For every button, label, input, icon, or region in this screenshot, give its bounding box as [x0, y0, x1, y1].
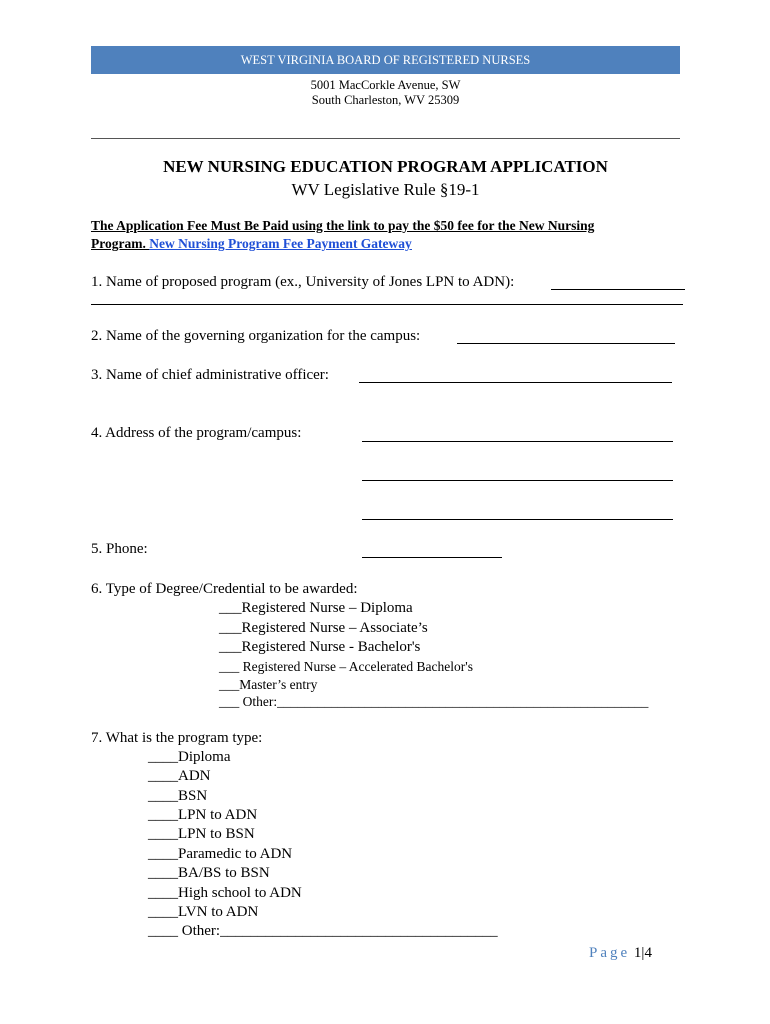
question-4-label: 4. Address of the program/campus:: [91, 425, 302, 441]
page-separator: |: [641, 945, 645, 961]
fee-notice-prefix: Program.: [91, 236, 150, 251]
question-1-label: 1. Name of proposed program (ex., University of Jones LPN to ADN):: [91, 274, 515, 290]
question-3-field[interactable]: [359, 382, 672, 383]
question-6-label: 6. Type of Degree/Credential to be awarded:: [91, 581, 358, 597]
degree-option[interactable]: ___Master’s entry: [219, 677, 318, 692]
degree-option[interactable]: ___ Registered Nurse – Accelerated Bachelor's: [219, 659, 473, 674]
program-type-option[interactable]: ____ADN: [148, 768, 211, 784]
header-divider: [91, 138, 680, 139]
program-type-option[interactable]: ____BSN: [148, 788, 208, 804]
degree-option[interactable]: ___Registered Nurse – Associate’s: [219, 620, 428, 636]
board-header: WEST VIRGINIA BOARD OF REGISTERED NURSES: [91, 46, 680, 74]
question-3-label: 3. Name of chief administrative officer:: [91, 367, 329, 383]
address-field-3[interactable]: [362, 519, 673, 520]
question-2-label: 2. Name of the governing organization for the campus:: [91, 328, 421, 344]
page-number: 1: [633, 945, 642, 961]
address-line-2: South Charleston, WV 25309: [311, 93, 460, 107]
question-2-field[interactable]: [457, 343, 675, 344]
program-type-option[interactable]: ____Diploma: [148, 749, 231, 765]
page-label: Page: [589, 945, 631, 961]
fee-notice-line2: [91, 236, 412, 252]
program-type-option[interactable]: ____LPN to BSN: [148, 826, 255, 842]
fee-payment-link[interactable]: New Nursing Program Fee Payment Gateway: [149, 236, 412, 251]
address-field-1[interactable]: [362, 441, 673, 442]
program-type-option[interactable]: ____Paramedic to ADN: [148, 846, 293, 862]
page-title: NEW NURSING EDUCATION PROGRAM APPLICATION: [163, 157, 608, 176]
page-footer: [589, 945, 652, 962]
address-line-1: 5001 MacCorkle Avenue, SW: [310, 78, 461, 92]
address-field-2[interactable]: [362, 480, 673, 481]
question-5-label: 5. Phone:: [91, 541, 148, 557]
question-1-field[interactable]: [551, 289, 685, 290]
program-type-option[interactable]: ____High school to ADN: [148, 885, 302, 901]
phone-field[interactable]: [362, 557, 502, 558]
degree-option[interactable]: ___Registered Nurse – Diploma: [219, 600, 413, 616]
program-type-option-other[interactable]: ____ Other:_____________________________________: [148, 923, 498, 939]
degree-option[interactable]: ___Registered Nurse - Bachelor's: [219, 639, 421, 655]
page-subtitle: WV Legislative Rule §19-1: [291, 180, 480, 199]
program-type-option[interactable]: ____BA/BS to BSN: [148, 865, 270, 881]
page-total: 4: [644, 945, 652, 961]
question-7-label: 7. What is the program type:: [91, 730, 263, 746]
fee-notice-line1: The Application Fee Must Be Paid using the link to pay the $50 fee for the New Nursing: [91, 218, 595, 233]
degree-option-other[interactable]: ___ Other:_______________________________________________________: [219, 694, 649, 709]
program-type-option[interactable]: ____LVN to ADN: [148, 904, 259, 920]
question-1-field-continued[interactable]: [91, 304, 683, 305]
program-type-option[interactable]: ____LPN to ADN: [148, 807, 258, 823]
